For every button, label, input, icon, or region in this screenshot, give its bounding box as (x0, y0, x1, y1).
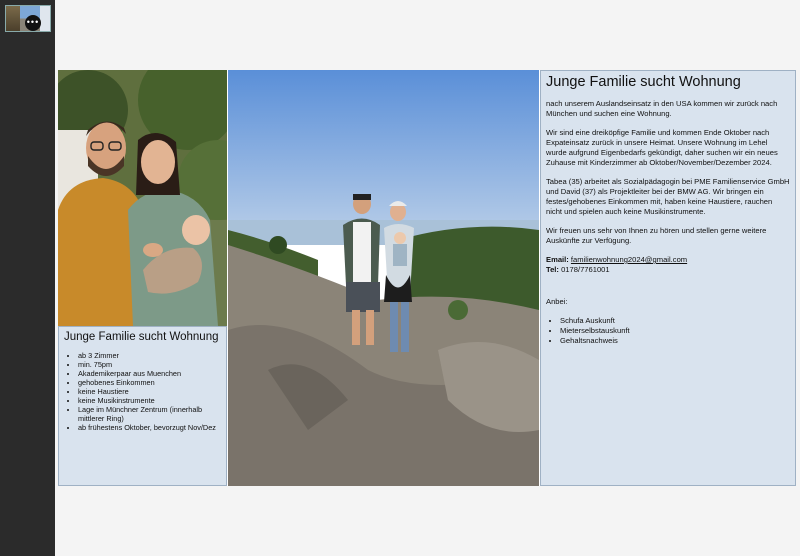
thumbnail-text (40, 6, 50, 31)
slide-panel (0, 0, 55, 556)
description-card[interactable] (540, 70, 796, 486)
family-photo (58, 70, 227, 326)
tel-label: Tel: (546, 265, 559, 274)
tel-value: 0178/7761001 (561, 265, 610, 274)
list-item: • Lage im Münchner Zentrum (innerhalb mittlerer Ring) (78, 405, 221, 423)
family-paragraph: Wir sind eine dreiköpfige Familie und kommen Ende Oktober nach Expateinsatz zurück in unsere Heimat. Unsere Wohnung im Lehel wurde aufgrund Eigenbedarfs gekündigt, daher suchen wir ein neues Zuhause mit Kinderzimmer ab Oktober/November/Dezember 2024. (546, 128, 778, 167)
list-item: • keine Haustiere (78, 387, 221, 396)
attachment-item: • Schufa Auskunft (560, 316, 790, 326)
list-item: • ab frühestens Oktober, bevorzugt Nov/Dez (78, 423, 221, 432)
more-options-button[interactable]: ••• (25, 15, 41, 31)
closing-paragraph: Wir freuen uns sehr von Ihnen zu hören und stellen gerne weitere Auskünfte zur Verfügung. (546, 226, 767, 245)
attachments-list (546, 316, 790, 346)
description-title: Junge Familie sucht Wohnung (546, 74, 741, 90)
attachment-item: • Mieterselbstauskunft (560, 326, 790, 336)
list-item: • min. 75pm (78, 360, 221, 369)
email-label: Email: (546, 255, 569, 264)
summary-title: Junge Familie sucht Wohnung (64, 331, 219, 343)
summary-card[interactable] (58, 326, 227, 486)
list-item: • keine Musikinstrumente (78, 396, 221, 405)
mountain-photo (228, 70, 539, 486)
email-link[interactable]: familienwohnung2024@gmail.com (570, 255, 688, 264)
list-item: • Akademikerpaar aus Muenchen (78, 369, 221, 378)
employment-paragraph: Tabea (35) arbeitet als Sozialpädagogin bei PME Familienservice GmbH und David (37) als Projektleiter bei der BMW AG. Wir bringen ein festes/gehobenes Einkommen mit, haben keine Haustiere, rauchen nicht und spielen auch keine Musikinstrumente. (546, 177, 790, 216)
list-item: • ab 3 Zimmer (78, 351, 221, 360)
attachment-item: • Gehaltsnachweis (560, 336, 790, 346)
intro-paragraph: nach unserem Auslandseinsatz in den USA kommen wir zurück nach München und suchen eine Wohnung. (546, 99, 778, 118)
thumbnail-photo-family (6, 6, 20, 31)
attachments-label: Anbei: (546, 297, 568, 306)
slide-thumbnail[interactable] (5, 5, 51, 32)
list-item: • gehobenes Einkommen (78, 378, 221, 387)
slide[interactable] (58, 70, 796, 486)
summary-list (64, 351, 221, 432)
contact-block (546, 255, 790, 275)
